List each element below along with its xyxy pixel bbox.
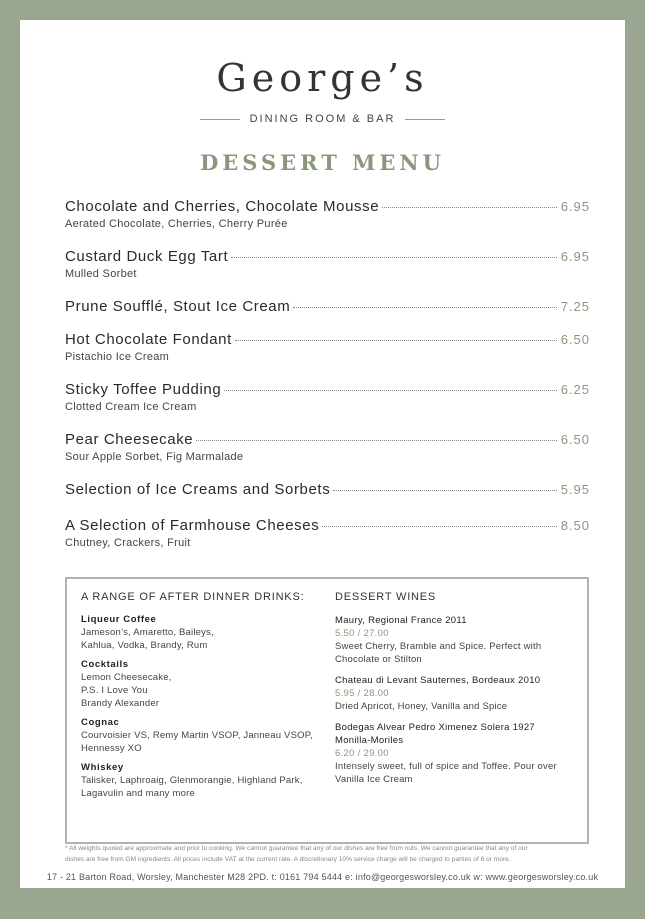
dessert-name: Sticky Toffee Pudding: [65, 381, 222, 398]
wine-description: Intensely sweet, full of spice and Toffee. Pour over: [335, 761, 557, 772]
dessert-line: [65, 248, 590, 265]
dessert-description: Aerated Chocolate, Cherries, Cherry Purée: [65, 218, 288, 230]
dessert-price: 8.50: [560, 518, 590, 533]
wine-price: 5.95 / 28.00: [335, 688, 389, 699]
dessert-price: 6.50: [560, 432, 590, 447]
dessert-wines-column: [335, 591, 575, 794]
wine-item: [335, 614, 575, 666]
dotted-leader: [235, 340, 557, 341]
drink-group: [81, 614, 321, 652]
drink-group-line: P.S. I Love You: [81, 685, 148, 696]
subtitle-text: DINING ROOM & BAR: [249, 113, 396, 125]
dessert-price: 6.95: [560, 199, 590, 214]
dessert-name: Chocolate and Cherries, Chocolate Mousse: [65, 198, 380, 215]
wine-price: 5.50 / 27.00: [335, 628, 389, 639]
wine-description: Vanilla Ice Cream: [335, 774, 413, 785]
drink-group-line: Brandy Alexander: [81, 698, 160, 709]
wine-price: 6.20 / 29.00: [335, 748, 389, 759]
dessert-item: [65, 517, 590, 549]
wine-description: Dried Apricot, Honey, Vanilla and Spice: [335, 701, 508, 712]
dessert-name: A Selection of Farmhouse Cheeses: [65, 517, 320, 534]
wine-description: Chocolate or Stilton: [335, 654, 422, 665]
dessert-price: 5.95: [560, 482, 590, 497]
drink-group: [81, 659, 321, 710]
dessert-price: 6.50: [560, 332, 590, 347]
dotted-leader: [231, 257, 556, 258]
wine-item: [335, 674, 575, 713]
dotted-leader: [293, 307, 556, 308]
dessert-line: [65, 298, 590, 315]
dessert-name: Pear Cheesecake: [65, 431, 194, 448]
dessert-name: Prune Soufflé, Stout Ice Cream: [65, 298, 291, 315]
dessert-description: Pistachio Ice Cream: [65, 351, 170, 363]
drink-group-line: Jameson’s, Amaretto, Baileys,: [81, 627, 214, 638]
dessert-item: [65, 331, 590, 363]
dotted-leader: [224, 390, 556, 391]
after-dinner-drinks-column: [81, 591, 321, 807]
drink-group-line: Courvoisier VS, Remy Martin VSOP, Janneau VSOP,: [81, 730, 313, 741]
disclaimer-line: dishes are free from GM ingredients. All prices include VAT at the current rate. A discretionary 10% service charge will be charged to parties of 6 or more.: [65, 856, 511, 863]
wine-description: Sweet Cherry, Bramble and Spice. Perfect with: [335, 641, 542, 652]
drink-group-title: Whiskey: [81, 762, 124, 773]
drink-group-line: Lemon Cheesecake,: [81, 672, 172, 683]
wine-name: Chateau di Levant Sauternes, Bordeaux 2010: [335, 675, 541, 686]
wine-name: Monilla-Moriles: [335, 735, 404, 746]
dessert-description: Chutney, Crackers, Fruit: [65, 537, 191, 549]
drinks-heading: A RANGE OF AFTER DINNER DRINKS:: [81, 591, 305, 603]
dessert-price: 6.95: [560, 249, 590, 264]
dessert-price: 6.25: [560, 382, 590, 397]
drinks-box: [65, 577, 589, 844]
drink-group-title: Cognac: [81, 717, 120, 728]
dessert-item: [65, 381, 590, 413]
divider-right: [405, 119, 445, 120]
divider-left: [200, 119, 240, 120]
menu-title: DESSERT MENU: [200, 150, 445, 175]
drink-group: [81, 762, 321, 800]
dotted-leader: [382, 207, 557, 208]
disclaimer: [65, 843, 595, 865]
dessert-line: [65, 381, 590, 398]
drink-group-line: Hennessy XO: [81, 743, 142, 754]
dessert-item: [65, 431, 590, 463]
dessert-description: Sour Apple Sorbet, Fig Marmalade: [65, 451, 244, 463]
drink-group-title: Cocktails: [81, 659, 129, 670]
restaurant-name: George’s: [216, 56, 429, 100]
dessert-line: [65, 198, 590, 215]
menu-page: [20, 20, 625, 888]
wines-heading: DESSERT WINES: [335, 591, 437, 603]
dotted-leader: [322, 526, 556, 527]
wine-name: Bodegas Alvear Pedro Ximenez Solera 1927: [335, 722, 536, 733]
drink-group-line: Talisker, Laphroaig, Glenmorangie, Highland Park,: [81, 775, 303, 786]
dessert-item: [65, 298, 590, 315]
drink-group-title: Liqueur Coffee: [81, 614, 157, 625]
drink-group-line: Lagavulin and many more: [81, 788, 195, 799]
dessert-description: Clotted Cream Ice Cream: [65, 401, 197, 413]
dessert-name: Hot Chocolate Fondant: [65, 331, 232, 348]
dessert-line: [65, 331, 590, 348]
restaurant-subtitle: [20, 113, 625, 125]
wine-item: [335, 721, 575, 786]
dessert-price: 7.25: [560, 299, 590, 314]
dessert-line: [65, 481, 590, 498]
wine-name: Maury, Regional France 2011: [335, 615, 467, 626]
dessert-item: [65, 481, 590, 498]
dessert-name: Selection of Ice Creams and Sorbets: [65, 481, 331, 498]
contact-footer: 17 - 21 Barton Road, Worsley, Manchester M28 2PD. t: 0161 794 5444 e: info@georgesworsley.co.uk w: www.georgesworsley.co.uk: [46, 872, 599, 882]
dessert-name: Custard Duck Egg Tart: [65, 248, 229, 265]
dotted-leader: [196, 440, 556, 441]
drink-group-line: Kahlua, Vodka, Brandy, Rum: [81, 640, 208, 651]
dessert-description: Mulled Sorbet: [65, 268, 137, 280]
drink-group: [81, 717, 321, 755]
dessert-line: [65, 517, 590, 534]
dessert-item: [65, 198, 590, 230]
dotted-leader: [333, 490, 556, 491]
dessert-line: [65, 431, 590, 448]
dessert-item: [65, 248, 590, 280]
disclaimer-line: * All weights quoted are approximate and prior to cooking. We cannot guarantee that any of our dishes are free from nuts. We cannot guarantee that any of our: [65, 845, 528, 852]
